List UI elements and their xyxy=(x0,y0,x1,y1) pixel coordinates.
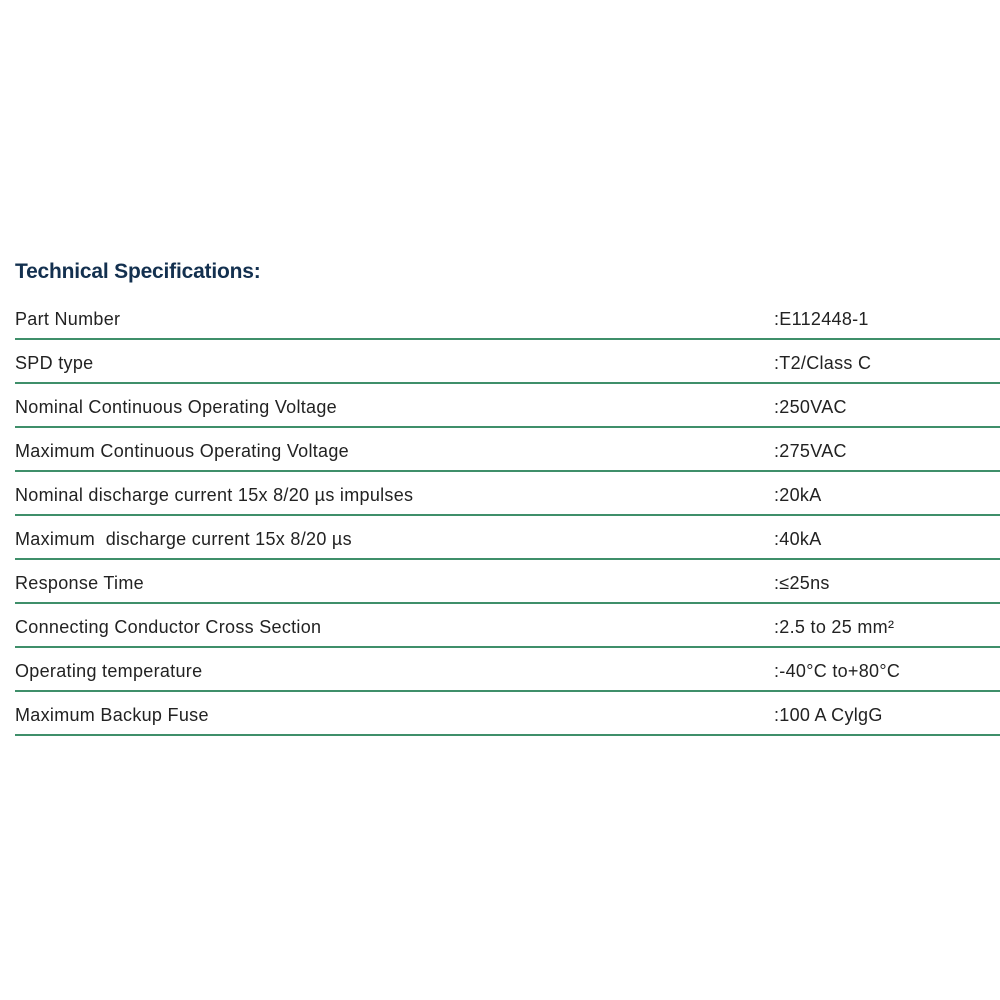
spec-label: Nominal Continuous Operating Voltage xyxy=(15,397,337,417)
spec-label: Response Time xyxy=(15,573,144,593)
spec-label: Operating temperature xyxy=(15,661,203,681)
spec-value: :275VAC xyxy=(774,441,847,461)
spec-row-response-time xyxy=(15,561,1000,604)
spec-value: :-40°C to+80°C xyxy=(774,661,901,681)
spec-row-maximum-voltage xyxy=(15,429,1000,472)
spec-value: :≤25ns xyxy=(774,573,830,593)
spec-label: Part Number xyxy=(15,309,121,329)
spec-row-conductor-cross-section xyxy=(15,605,1000,648)
spec-label: Maximum Backup Fuse xyxy=(15,705,209,725)
spec-value: :40kA xyxy=(774,529,822,549)
spec-label: Nominal discharge current 15x 8/20 µs impulses xyxy=(15,485,414,505)
spec-label: Maximum discharge current 15x 8/20 µs xyxy=(15,529,352,549)
spec-row-spd-type xyxy=(15,341,1000,384)
spec-row-nominal-discharge-current xyxy=(15,473,1000,516)
spec-value: :20kA xyxy=(774,485,822,505)
spec-row-operating-temperature xyxy=(15,649,1000,692)
spec-value: :100 A CylgG xyxy=(774,705,883,725)
spec-value: :250VAC xyxy=(774,397,847,417)
spec-row-backup-fuse xyxy=(15,693,1000,736)
spec-label: Connecting Conductor Cross Section xyxy=(15,617,322,637)
spec-value: :2.5 to 25 mm² xyxy=(774,617,895,637)
spec-row-part-number xyxy=(15,297,1000,340)
spec-value: :E112448-1 xyxy=(774,309,869,329)
spec-row-nominal-voltage xyxy=(15,385,1000,428)
spec-label: SPD type xyxy=(15,353,94,373)
spec-label: Maximum Continuous Operating Voltage xyxy=(15,441,349,461)
spec-row-maximum-discharge-current xyxy=(15,517,1000,560)
spec-heading: Technical Specifications: xyxy=(15,260,261,283)
spec-table xyxy=(15,297,1000,737)
spec-value: :T2/Class C xyxy=(774,353,872,373)
